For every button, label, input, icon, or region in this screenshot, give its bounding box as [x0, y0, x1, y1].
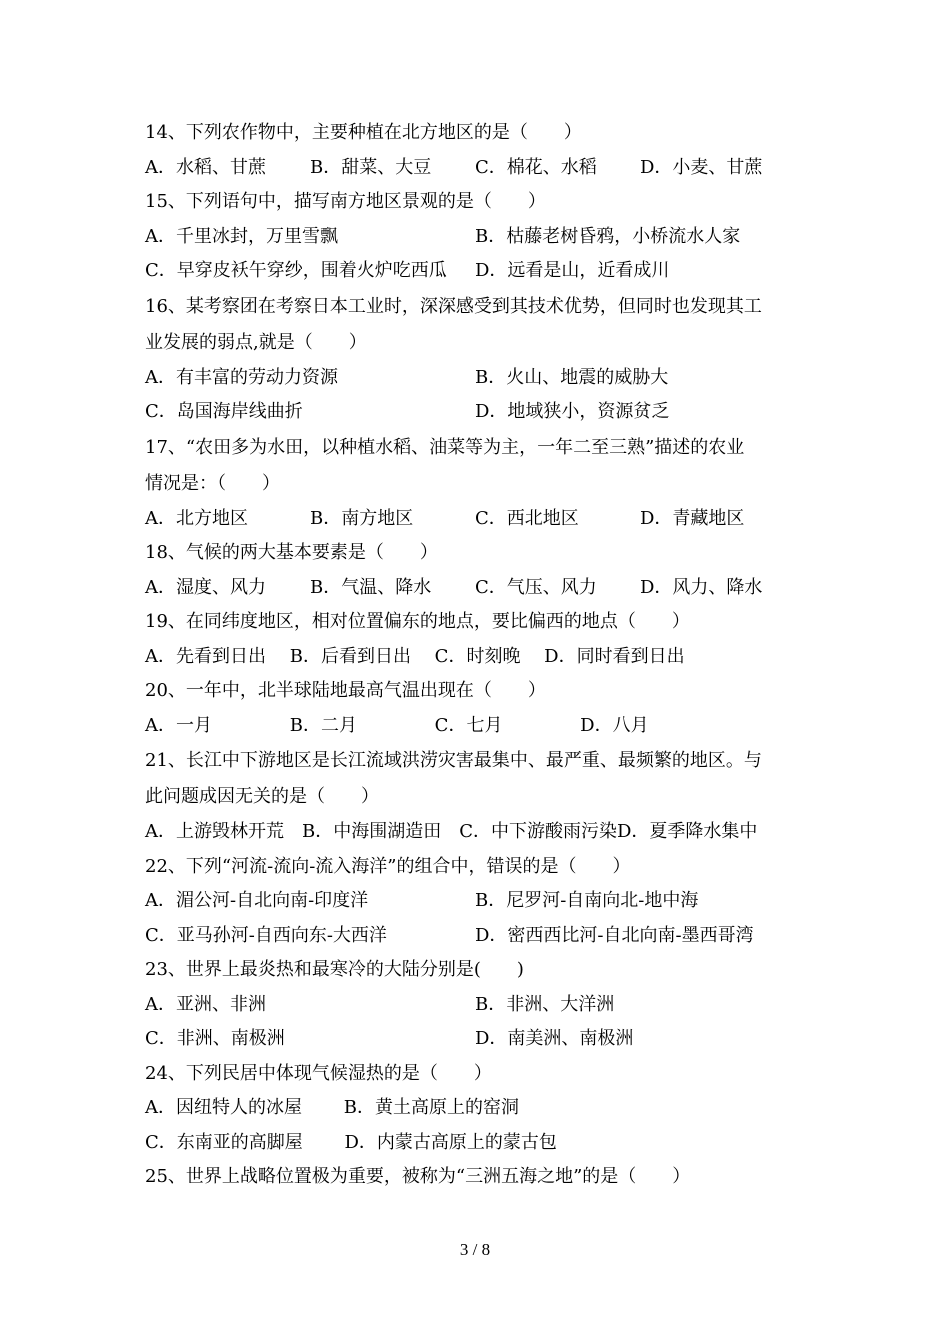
answer-option: C．非洲、南极洲 [145, 1028, 285, 1049]
answer-option: B．尼罗河-自南向北-地中海 [475, 890, 699, 911]
options-row [145, 151, 805, 186]
question-block [145, 430, 805, 537]
question-block [145, 605, 805, 674]
question-stem: 18、气候的两大基本要素是（ ） [145, 542, 438, 563]
answer-option: A．有丰富的劳动力资源 [145, 366, 338, 388]
question-block [145, 953, 805, 1057]
answer-option: D．风力、降水 [640, 576, 763, 598]
question-block [145, 674, 805, 743]
answer-option: B．气温、降水 [310, 576, 432, 598]
options-row [145, 254, 805, 289]
answer-option: D．小麦、甘蔗 [640, 156, 763, 178]
question-block [145, 850, 805, 954]
options-row [145, 361, 805, 396]
answer-option: A．湄公河-自北向南-印度洋 [145, 890, 369, 911]
options-row [145, 1022, 805, 1057]
question-block [145, 116, 805, 185]
question-stem: 23、世界上最炎热和最寒冷的大陆分别是( ) [145, 959, 524, 980]
question-stem: 24、下列民居中体现气候湿热的是（ ） [145, 1062, 492, 1084]
answer-option: B．南方地区 [310, 507, 414, 529]
answer-option: C．棉花、水稻 [475, 156, 597, 178]
answer-option: C．西北地区 [475, 507, 579, 529]
page-number: 3 / 8 [459, 1240, 491, 1259]
question-block [145, 289, 805, 430]
answer-option: A．千里冰封，万里雪飘 [145, 225, 338, 247]
answer-option: C．早穿皮袄午穿纱，围着火炉吃西瓜 [145, 260, 447, 281]
options-row [145, 988, 805, 1023]
options-row [145, 220, 805, 255]
question-stem: 此问题成因无关的是（ ） [145, 786, 379, 807]
answer-option: C．气压、风力 [475, 576, 597, 598]
options-row [145, 395, 805, 430]
answer-option: C．岛国海岸线曲折 [145, 401, 303, 422]
question-stem: 21、长江中下游地区是长江流域洪涝灾害最集中、最严重、最频繁的地区。与 [145, 750, 762, 771]
answer-option: A．亚洲、非洲 [145, 993, 266, 1015]
answer-options-line: A．先看到日出 B．后看到日出 C．时刻晚 D．同时看到日出 [145, 645, 685, 667]
answer-options-line: A．因纽特人的冰屋 B．黄土高原上的窑洞 [145, 1097, 519, 1118]
answer-option: A．北方地区 [145, 507, 248, 529]
answer-option: D．南美洲、南极洲 [475, 1028, 634, 1049]
answer-option: A．湿度、风力 [145, 576, 266, 598]
answer-option: D．地域狭小，资源贫乏 [475, 401, 670, 422]
options-row [145, 502, 805, 537]
answer-option: C．亚马孙河-自西向东-大西洋 [145, 924, 387, 946]
question-stem: 20、一年中，北半球陆地最高气温出现在（ ） [145, 680, 546, 701]
options-row [145, 571, 805, 606]
question-stem: 22、下列“河流-流向-流入海洋”的组合中，错误的是（ ） [145, 855, 631, 877]
answer-options-line: A．一月 B．二月 C．七月 D．八月 [145, 714, 649, 736]
answer-option: A．水稻、甘蔗 [145, 156, 266, 178]
question-stem: 19、在同纬度地区，相对位置偏东的地点，要比偏西的地点（ ） [145, 611, 690, 632]
answer-options-line: C．东南亚的高脚屋 D．内蒙古高原上的蒙古包 [145, 1131, 557, 1153]
question-stem: 25、世界上战略位置极为重要，被称为“三洲五海之地”的是（ ） [145, 1166, 691, 1187]
question-list [145, 116, 805, 1195]
question-stem: 业发展的弱点,就是（ ） [145, 331, 367, 353]
question-stem: 15、下列语句中，描写南方地区景观的是（ ） [145, 191, 546, 212]
answer-option: D．密西西比河-自北向南-墨西哥湾 [475, 924, 754, 946]
question-block [145, 1160, 805, 1195]
question-stem: 14、下列农作物中，主要种植在北方地区的是（ ） [145, 122, 582, 143]
question-stem: 情况是：（ ） [145, 472, 280, 494]
answer-option: B．枯藤老树昏鸦，小桥流水人家 [475, 225, 741, 247]
question-block [145, 185, 805, 289]
answer-options-line: A．上游毁林开荒 B．中海围湖造田 C．中下游酸雨污染D．夏季降水集中 [145, 821, 758, 842]
answer-option: B．火山、地震的威胁大 [475, 366, 669, 388]
question-block [145, 743, 805, 850]
answer-option: B．非洲、大洋洲 [475, 993, 615, 1015]
answer-option: D．青藏地区 [640, 507, 745, 529]
question-stem: 17、“农田多为水田，以种植水稻、油菜等为主，一年二至三熟”描述的农业 [145, 436, 745, 458]
options-row [145, 919, 805, 954]
options-row [145, 884, 805, 919]
question-block [145, 1057, 805, 1161]
question-block [145, 536, 805, 605]
answer-option: B．甜菜、大豆 [310, 156, 432, 178]
question-stem: 16、某考察团在考察日本工业时，深深感受到其技术优势，但同时也发现其工 [145, 295, 762, 317]
answer-option: D．远看是山，近看成川 [475, 260, 670, 281]
